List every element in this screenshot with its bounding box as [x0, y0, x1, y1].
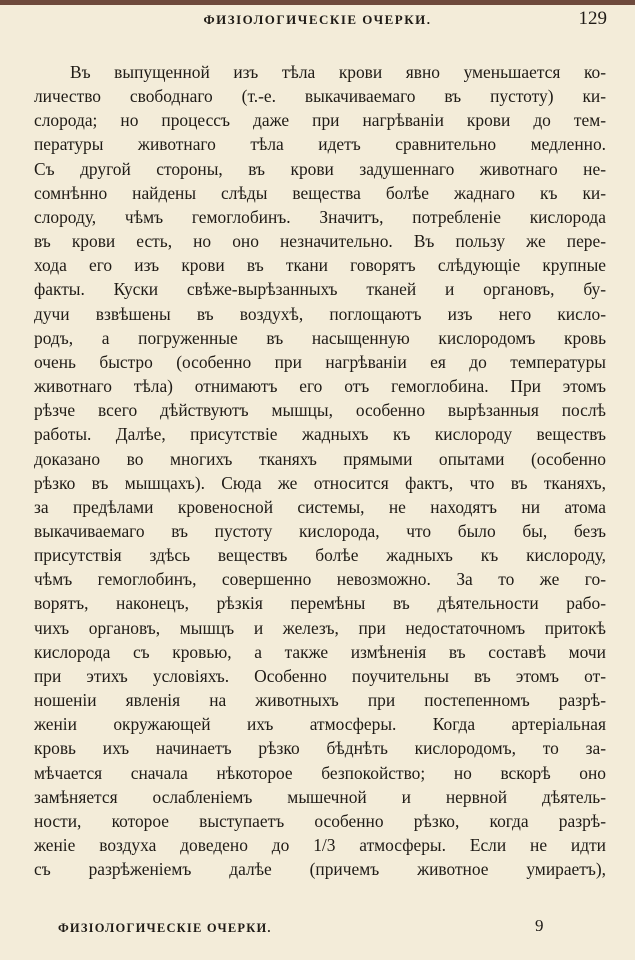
text-line: кровь ихъ начинаетъ рѣзко бѣднѣть кислородомъ, то за-	[34, 738, 606, 759]
top-border-rule	[0, 0, 635, 5]
text-line: хода его изъ крови въ ткани говорятъ слѣдующiе крупные	[34, 255, 606, 276]
text-line: работы. Далѣе, присутствiе жадныхъ къ кислороду веществъ	[34, 424, 606, 445]
text-line: дучи взвѣшены въ воздухѣ, поглощаютъ изъ него кисло-	[34, 303, 606, 324]
text-line: родъ, а погруженные въ насыщенную кислородомъ кровь	[34, 327, 606, 348]
text-line: Съ другой стороны, въ крови задушеннаго животнаго не-	[34, 158, 606, 179]
text-line: женiи окружающей ихъ атмосферы. Когда артерiальная	[34, 714, 606, 735]
text-line: ности, которое выступаетъ особенно рѣзко, когда разрѣ-	[34, 810, 606, 831]
text-line: чихъ органовъ, мышцъ и железъ, при недостаточномъ притокѣ	[34, 617, 606, 638]
text-line: доказано во многихъ тканяхъ прямыми опытами (особенно	[34, 448, 606, 469]
text-line: за предѣлами кровеносной системы, не находятъ ни атома	[34, 496, 606, 517]
text-line: при этихъ условiяхъ. Особенно поучительны въ этомъ от-	[34, 665, 606, 686]
text-line: съ разрѣженiемъ далѣе (причемъ животное умираетъ),	[34, 859, 606, 880]
text-line: пературы животнаго тѣла идетъ сравнительно медленно.	[34, 134, 606, 155]
text-line: кислорода съ кровью, а также измѣненiя въ составѣ мочи	[34, 641, 606, 662]
body-text	[34, 60, 606, 881]
footer-running-title: ФИЗIОЛОГИЧЕСКIЕ ОЧЕРКИ.	[58, 921, 272, 935]
text-line: выкачиваемаго въ пустоту кислорода, что было бы, безъ	[34, 520, 606, 541]
text-line: очень быстро (особенно при нагрѣванiи ея до температуры	[34, 351, 606, 372]
text-line: чѣмъ гемоглобинъ, совершенно невозможно. За то же го-	[34, 569, 606, 590]
text-line: ношенiи явленiя на животныхъ при постепенномъ разрѣ-	[34, 690, 606, 711]
text-line: сомнѣнно найдены слѣды вещества болѣе жаднаго къ ки-	[34, 182, 606, 203]
text-line: слорода; но процессъ даже при нагрѣванiи крови до тем-	[34, 110, 606, 131]
signature-mark: 9	[535, 916, 544, 935]
text-line: мѣчается сначала нѣкоторое безпокойство; но вскорѣ оно	[34, 762, 606, 783]
text-line: факты. Куски свѣже-вырѣзанныхъ тканей и органовъ, бу-	[34, 279, 606, 300]
text-line: женiе воздуха доведено до 1/3 атмосферы. Если не идти	[34, 835, 606, 855]
text-line: слороду, чѣмъ гемоглобинъ. Значитъ, потребленiе кислорода	[34, 206, 606, 227]
text-line: рѣзко въ мышцахъ). Сюда же относится фактъ, что въ тканяхъ,	[34, 472, 606, 493]
text-line: личество свободнаго (т.-е. выкачиваемаго въ пустоту) ки-	[34, 86, 606, 107]
running-title: ФИЗIОЛОГИЧЕСКIЕ ОЧЕРКИ.	[203, 12, 432, 27]
text-line: замѣняется ослабленiемъ мышечной и нервной дѣятель-	[34, 786, 606, 807]
page-number: 129	[578, 8, 607, 29]
text-line: Въ выпущенной изъ тѣла крови явно уменьшается ко-	[70, 62, 606, 82]
text-line: въ крови есть, но оно незначительно. Въ пользу же пере-	[34, 231, 606, 252]
text-line: животнаго тѣла) отнимаютъ его отъ гемоглобина. При этомъ	[34, 376, 606, 397]
text-line: рѣзче всего дѣйствуютъ мышцы, особенно вырѣзанныя послѣ	[34, 400, 606, 421]
text-line: присутствiя здѣсь веществъ болѣе жадныхъ къ кислороду,	[34, 545, 606, 566]
text-line: ворятъ, наконецъ, рѣзкiя перемѣны въ дѣятельности рабо-	[34, 593, 606, 614]
